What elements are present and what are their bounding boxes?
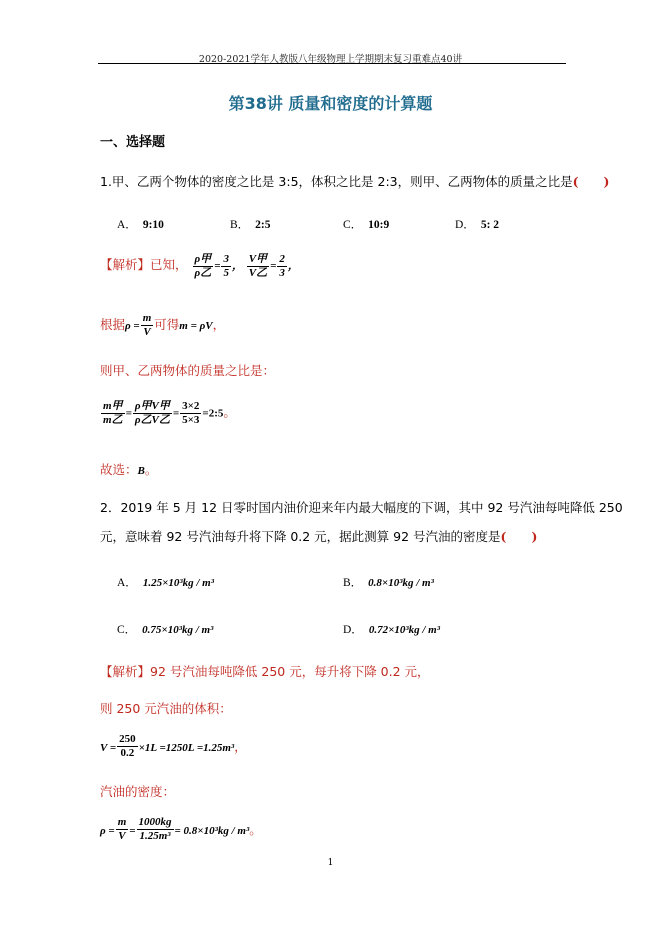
answer-label: 故选： — [100, 462, 138, 477]
density-rhs: = 0.8×10³kg / m³ — [174, 825, 250, 837]
q1-answer-bracket: ( ) — [572, 174, 610, 189]
q2-option-a-text: 1.25×10³kg / m³ — [142, 577, 215, 589]
q1-stem-text: 1.甲、乙两个物体的密度之比是 3:5，体积之比是 2:3，则甲、乙两物体的质量之比是 — [100, 174, 573, 189]
volume-ratio-numerator: V甲 — [248, 253, 268, 265]
analysis-tag: 【解析】 — [100, 664, 151, 679]
mass-ratio-num: m甲 — [103, 400, 123, 412]
q2-stem-text: 元，意味着 92 号汽油每升将下降 0.2 元，据此测算 92 号汽油的密度是 — [100, 529, 501, 544]
q2-volume-equation — [100, 733, 247, 760]
volume-rhs: ×1L =1250L =1.25m³ — [138, 742, 235, 754]
q1-option-d-letter: D． — [455, 219, 475, 231]
density-ratio-numerator: ρ甲 — [194, 253, 212, 265]
known-label: 已知， — [150, 257, 188, 273]
q1-ratio-line: 则甲、乙两物体的质量之比是： — [100, 363, 276, 378]
mass-formula-num: ρ甲V甲 — [134, 400, 170, 412]
q1-option-c-letter: C． — [343, 219, 363, 231]
q1-option-c-text: 10:9 — [368, 219, 390, 231]
basis-rho: ρ = — [125, 320, 140, 332]
section-heading: 一、选择题 — [100, 135, 166, 150]
header-rule — [98, 63, 566, 64]
mass-calc-fraction — [180, 400, 201, 427]
basis-fraction-num: m — [142, 312, 152, 324]
analysis-tag: 【解析】 — [100, 257, 151, 273]
basis-equation: m = ρV — [179, 320, 213, 332]
volume-fraction-num: 250 — [119, 733, 136, 745]
page-title: 第38讲 质量和密度的计算题 — [228, 94, 433, 113]
volume-ratio-value — [277, 253, 287, 280]
density-end: 。 — [249, 822, 262, 837]
q1-option-c[interactable] — [343, 216, 389, 232]
volume-ratio-denominator: V乙 — [248, 267, 268, 279]
q2-option-c-letter: C． — [117, 624, 137, 636]
page-number: 1 — [327, 858, 334, 868]
q2-option-b[interactable] — [343, 574, 434, 590]
basis-text-2: 可得 — [154, 317, 180, 332]
mass-formula-den: ρ乙V乙 — [134, 414, 170, 426]
mass-ratio-fraction — [101, 400, 125, 427]
q1-option-b-letter: B． — [230, 219, 250, 231]
density-value-den: 1.25m³ — [139, 830, 171, 842]
q1-analysis-known — [100, 253, 299, 280]
q2-volume-line: 则 250 元汽油的体积： — [100, 701, 232, 716]
q2-option-a[interactable] — [117, 574, 214, 590]
volume-ratio-value-num: 2 — [279, 253, 285, 265]
density-fraction — [116, 816, 129, 843]
q1-option-a-text: 9:10 — [142, 219, 164, 231]
equals-sign: = — [125, 407, 132, 420]
basis-end: ， — [212, 317, 226, 332]
q1-option-b[interactable] — [230, 216, 271, 232]
mass-result-end: 。 — [223, 404, 236, 420]
q2-analysis-text: 92 号汽油每吨降低 250 元，每升将下降 0.2 元， — [150, 664, 430, 679]
mass-calc-den: 5×3 — [182, 414, 200, 426]
q2-option-c[interactable] — [117, 621, 213, 637]
separator: ， — [231, 260, 243, 273]
volume-ratio-fraction — [247, 253, 269, 280]
volume-ratio-value-den: 3 — [279, 267, 285, 279]
q2-option-c-text: 0.75×10³kg / m³ — [142, 624, 214, 636]
q2-option-d[interactable] — [343, 621, 440, 637]
q2-option-d-text: 0.72×10³kg / m³ — [368, 624, 441, 636]
basis-fraction-den: V — [143, 326, 151, 338]
volume-lhs: V = — [100, 742, 117, 754]
equals-sign: = — [129, 825, 136, 837]
volume-fraction — [117, 733, 138, 760]
q1-answer-line — [100, 460, 157, 478]
density-value-fraction — [137, 816, 174, 843]
mass-ratio-den: m乙 — [103, 414, 123, 426]
density-ratio-fraction — [193, 253, 214, 280]
q2-answer-bracket: ( ) — [500, 529, 538, 544]
density-lhs: ρ = — [100, 825, 115, 837]
equals-sign: = — [270, 260, 277, 273]
answer-end: 。 — [144, 462, 158, 477]
q2-option-d-letter: D． — [343, 624, 363, 636]
density-ratio-value-num: 3 — [223, 253, 229, 265]
density-fraction-den: V — [118, 830, 126, 842]
density-value-num: 1000kg — [138, 816, 172, 828]
q2-stem-line2 — [100, 527, 537, 545]
q1-option-b-text: 2:5 — [255, 219, 271, 231]
q1-stem — [100, 172, 609, 190]
answer-value: B — [137, 465, 145, 477]
equals-sign: = — [214, 260, 221, 273]
q2-density-line: 汽油的密度： — [100, 784, 176, 799]
q1-mass-ratio-equation — [100, 400, 236, 427]
q2-option-b-text: 0.8×10³kg / m³ — [368, 577, 434, 589]
separator: ， — [287, 260, 299, 273]
q2-stem-line1: 2．2019 年 5 月 12 日零时国内油价迎来年内最大幅度的下调，其中 92 号汽油每吨降低 250 — [100, 500, 623, 515]
volume-end: ， — [234, 739, 247, 754]
basis-text: 根据 — [100, 317, 126, 332]
q2-option-b-letter: B． — [343, 577, 363, 589]
equals-sign: = — [172, 407, 180, 420]
density-ratio-value-den: 5 — [223, 267, 229, 279]
q2-density-equation — [100, 816, 262, 843]
density-ratio-value — [221, 253, 231, 280]
q2-option-a-letter: A． — [117, 577, 137, 589]
q1-option-d[interactable] — [455, 216, 499, 232]
q1-option-a[interactable] — [117, 216, 164, 232]
density-fraction-num: m — [117, 816, 127, 828]
mass-formula-fraction — [133, 400, 172, 427]
volume-fraction-den: 0.2 — [120, 747, 135, 759]
density-ratio-denominator: ρ乙 — [194, 267, 212, 279]
running-header: 2020-2021学年人教版八年级物理上学期期末复习重难点40讲 — [198, 54, 463, 65]
q1-option-a-letter: A． — [117, 219, 137, 231]
q2-analysis — [100, 662, 430, 680]
q1-option-d-text: 5: 2 — [480, 219, 500, 231]
mass-calc-num: 3×2 — [182, 400, 200, 412]
q1-basis-line — [100, 312, 225, 339]
mass-result: =2:5 — [202, 407, 224, 420]
basis-fraction — [141, 312, 154, 339]
